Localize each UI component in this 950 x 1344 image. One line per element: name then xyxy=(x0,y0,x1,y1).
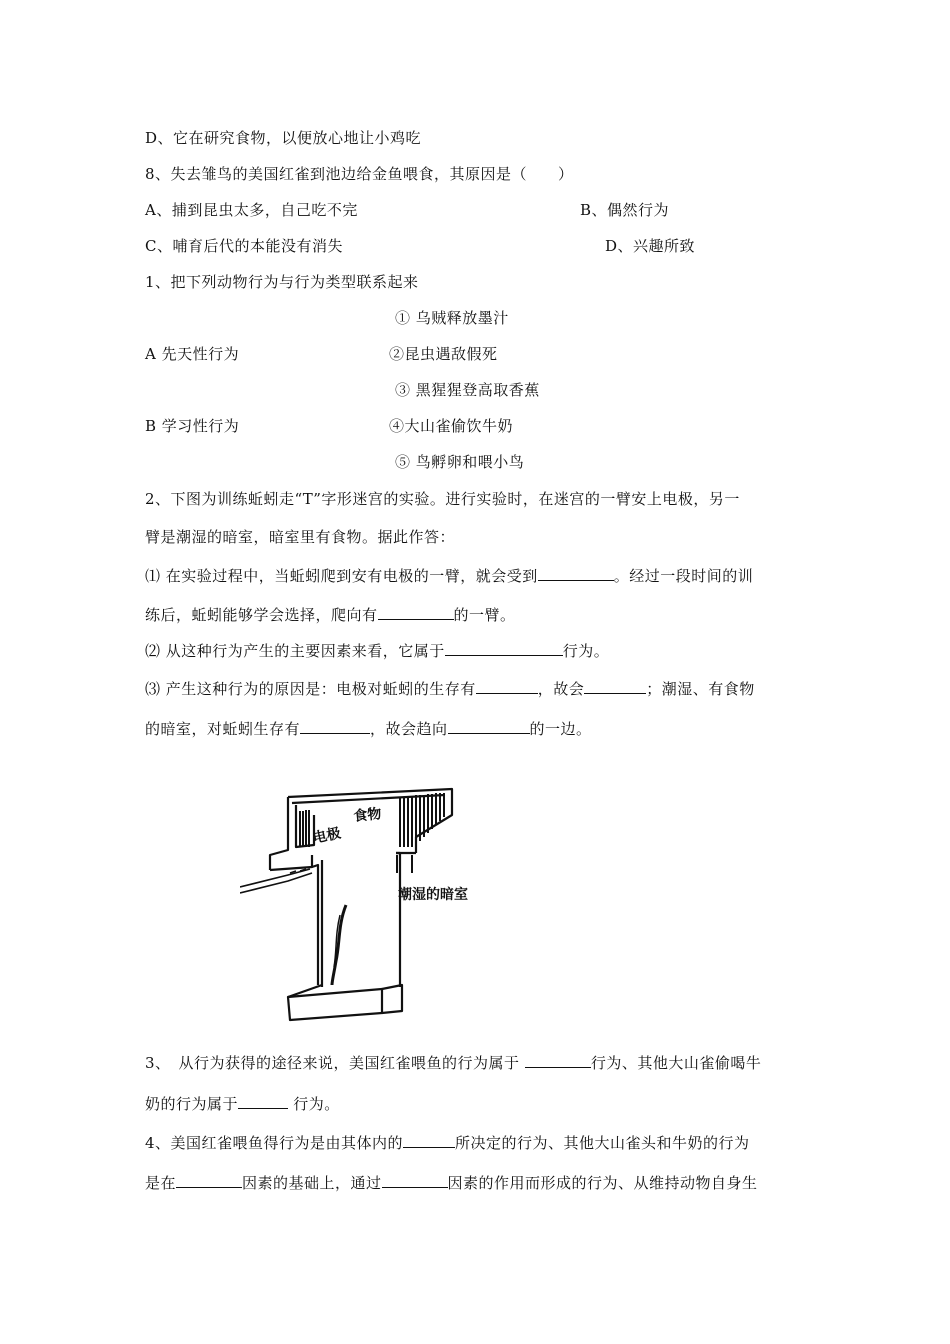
q8-option-d: D、兴趣所致 xyxy=(605,237,696,255)
q4-text-d: 因素的基础上，通过 xyxy=(242,1174,382,1192)
q4-text-c: 是在 xyxy=(145,1174,177,1192)
q2-part2-text-a: ⑵ 从这种行为产生的主要因素来看，它属于 xyxy=(145,642,445,660)
q3-text-a: 3、 从行为获得的途径来说，美国红雀喂鱼的行为属于 xyxy=(145,1054,520,1072)
match-item-5: ⑤ 鸟孵卵和喂小鸟 xyxy=(395,453,525,471)
q2-part3-text-c: ；潮湿、有食物 xyxy=(646,680,755,698)
q3-line2 xyxy=(145,1093,340,1115)
match-item-4: ④大山雀偷饮牛奶 xyxy=(389,417,514,435)
answer-blank[interactable] xyxy=(382,1173,448,1188)
answer-blank[interactable] xyxy=(403,1133,455,1148)
label-food: 食物 xyxy=(352,806,383,825)
answer-blank[interactable] xyxy=(238,1094,288,1109)
answer-blank[interactable] xyxy=(176,1173,242,1188)
q3-text-b: 行为、其他大山雀偷喝牛 xyxy=(590,1054,762,1072)
match-item-2: ②昆虫遇敌假死 xyxy=(389,345,498,363)
q3-line1 xyxy=(145,1052,761,1074)
label-dark-room: 潮湿的暗室 xyxy=(398,887,468,903)
electrode-plates xyxy=(300,810,309,847)
electrode-wires xyxy=(240,869,312,893)
maze-stem-right-wall xyxy=(396,853,400,987)
maze-stem-left-wall xyxy=(312,865,318,985)
t-maze-figure xyxy=(240,775,510,1030)
q2-intro-line2: 臂是潮湿的暗室，暗室里有食物。据此作答： xyxy=(145,528,456,546)
q2-part1-text-b: 。经过一段时间的训 xyxy=(613,567,754,585)
q3-text-c: 奶的行为属于 xyxy=(145,1095,239,1113)
q2-part3-line1 xyxy=(145,678,755,700)
q4-line1 xyxy=(145,1132,750,1154)
q4-line2 xyxy=(145,1172,758,1194)
maze-bottom-right-face xyxy=(382,985,402,1013)
q2-part1-text-c: 练后，蚯蚓能够学会选择，爬向有 xyxy=(145,606,378,624)
q2-part3-line2 xyxy=(145,718,592,740)
q4-text-b: 所决定的行为、其他大山雀头和牛奶的行为 xyxy=(455,1134,750,1152)
answer-blank[interactable] xyxy=(448,719,530,734)
q2-part1-line1 xyxy=(145,565,753,587)
q8-stem: 8、失去雏鸟的美国红雀到池边给金鱼喂食，其原因是（ ） xyxy=(145,165,574,183)
q2-part1-text-d: 的一臂。 xyxy=(453,606,516,624)
answer-blank[interactable] xyxy=(538,566,614,581)
maze-left-wall xyxy=(270,797,288,870)
t-maze-drawing xyxy=(240,775,510,1030)
maze-left-front xyxy=(270,855,312,870)
q8-option-a: A、捕到昆虫太多，自己吃不完 xyxy=(145,201,358,219)
q2-intro-line1: 2、下图为训练蚯蚓走“T”字形迷宫的实验。进行实验时，在迷宫的一臂安上电极，另一 xyxy=(145,490,740,508)
answer-blank[interactable] xyxy=(584,679,646,694)
q2-part3-text-b: ，故会 xyxy=(537,680,585,698)
q3-text-d: 行为。 xyxy=(293,1095,340,1113)
answer-blank[interactable] xyxy=(476,679,538,694)
dark-room-hatch xyxy=(397,793,444,873)
q2-part3-text-d: 的暗室，对蚯蚓生存有 xyxy=(145,720,301,738)
q2-part2-text-b: 行为。 xyxy=(562,642,610,660)
q4-text-a: 4、美国红雀喂鱼得行为是由其体内的 xyxy=(145,1134,404,1152)
label-electrode: 电极 xyxy=(311,825,343,847)
q2-part2 xyxy=(145,640,609,662)
answer-blank[interactable] xyxy=(525,1053,591,1068)
q7-option-d: D、它在研究食物，以便放心地让小鸡吃 xyxy=(145,129,422,147)
match-stem: 1、把下列动物行为与行为类型联系起来 xyxy=(145,273,419,291)
q2-part1-text-a: ⑴ 在实验过程中，当蚯蚓爬到安有电极的一臂，就会受到 xyxy=(145,567,538,585)
answer-blank[interactable] xyxy=(378,605,454,620)
q2-part3-text-a: ⑶ 产生这种行为的原因是：电极对蚯蚓的生存有 xyxy=(145,680,476,698)
match-item-3: ③ 黑猩猩登高取香蕉 xyxy=(395,381,540,399)
q2-part3-text-e: ，故会趋向 xyxy=(370,720,448,738)
answer-blank[interactable] xyxy=(445,641,563,656)
q2-part1-line2 xyxy=(145,604,516,626)
q2-part3-text-f: 的一边。 xyxy=(529,720,592,738)
answer-blank[interactable] xyxy=(300,719,370,734)
q4-text-e: 因素的作用而形成的行为、从维持动物自身生 xyxy=(447,1174,758,1192)
match-item-1: ① 乌贼释放墨汁 xyxy=(395,309,509,327)
q8-option-b: B、偶然行为 xyxy=(580,201,670,219)
match-type-b: B 学习性行为 xyxy=(145,417,240,435)
q8-option-c: C、哺育后代的本能没有消失 xyxy=(145,237,343,255)
match-type-a: A 先天性行为 xyxy=(145,345,240,363)
maze-bottom-front xyxy=(288,989,382,1020)
